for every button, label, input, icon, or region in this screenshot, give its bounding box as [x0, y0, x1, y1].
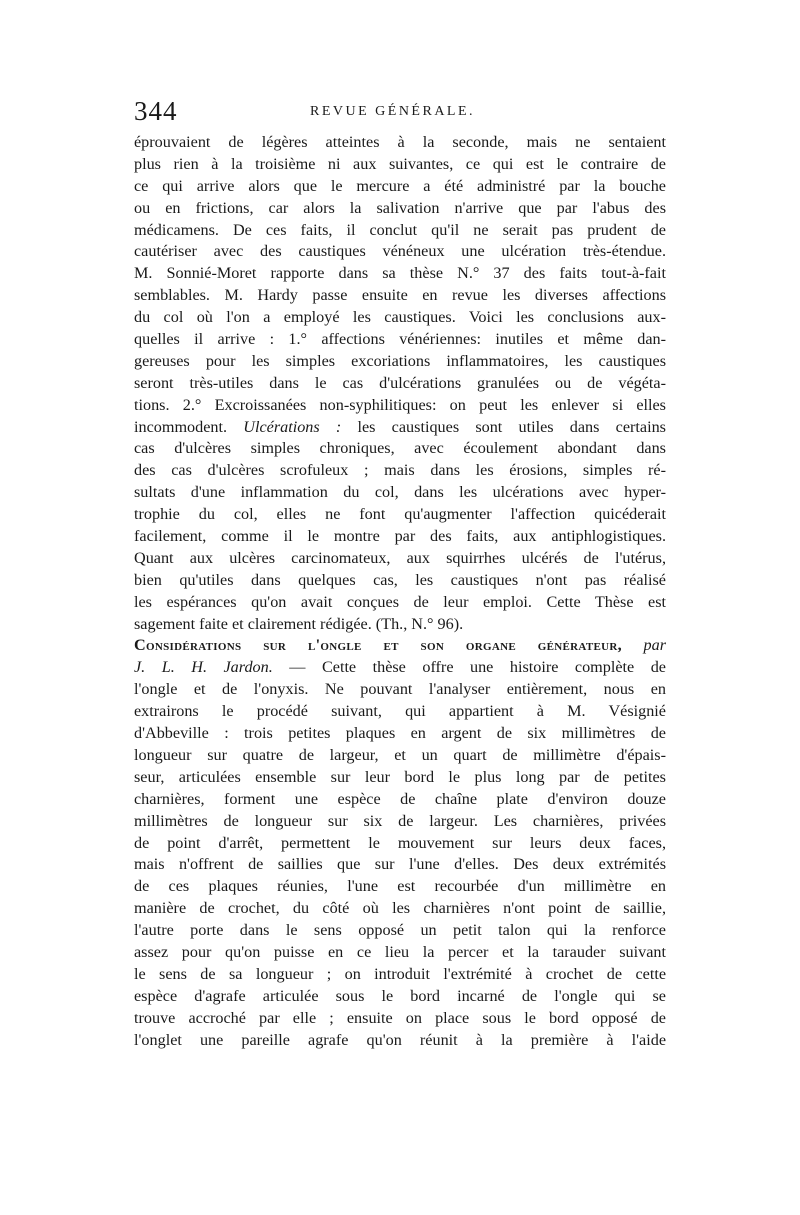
text-line: médicamens. De ces faits, il conclut qu'il ne serait pas prudent de: [134, 220, 666, 239]
text-line: mais n'offrent de saillies que sur l'une d'elles. Des deux extrémités: [134, 855, 666, 874]
text-line: plus rien à la troisième ni aux suivantes, ce qui est le contraire de: [134, 154, 666, 173]
text-line: quelles il arrive : 1.° affections vénériennes: inutiles et même dan-: [134, 330, 666, 349]
text-line: charnières, forment une espèce de chaîne plate d'environ douze: [134, 789, 666, 808]
text-line: cautériser avec des caustiques vénéneux une ulcération très-étendue.: [134, 242, 666, 261]
page-header: [134, 96, 666, 130]
section-heading: Considérations sur l'ongle et son organe générateur,: [134, 636, 622, 655]
text-line: de point d'arrêt, permettent le mouvement sur leurs deux faces,: [134, 833, 666, 852]
text-line: assez pour qu'on puisse en ce lieu la percer et la tarauder suivant: [134, 942, 666, 961]
text-segment: les caustiques sont utiles dans certains: [341, 417, 666, 436]
text-line: semblables. M. Hardy passe ensuite en revue les diverses affections: [134, 286, 666, 305]
text-line: du col où l'on a employé les caustiques. Voici les conclusions aux-: [134, 308, 666, 327]
text-line: seront très-utiles dans le cas d'ulcérations granulées ou de végéta-: [134, 373, 666, 392]
text-line: manière de crochet, du côté où les charnières n'ont point de saillie,: [134, 899, 666, 918]
body-text: [134, 132, 666, 1051]
text-line: extrairons le procédé suivant, qui appartient à M. Vésignié: [134, 702, 666, 721]
text-line: l'ongle et de l'onyxis. Ne pouvant l'analyser entièrement, nous en: [134, 680, 666, 699]
author-line: [134, 657, 666, 679]
text-line-mixed: [134, 417, 666, 439]
text-line: sagement faite et clairement rédigée. (Th., N.° 96).: [134, 614, 464, 633]
page-number: 344: [134, 96, 178, 126]
text-line: espèce d'agrafe articulée sous le bord incarné de l'ongle qui se: [134, 986, 666, 1005]
text-line: de ces plaques réunies, l'une est recourbée d'un millimètre en: [134, 877, 666, 896]
text-line: facilement, comme il le montre par des faits, aux antiphlogistiques.: [134, 527, 666, 546]
text-line: d'Abbeville : trois petites plaques en argent de six millimètres de: [134, 724, 666, 743]
text-line: éprouvaient de légères atteintes à la seconde, mais ne sentaient: [134, 133, 666, 151]
text-line: millimètres de longueur sur six de largeur. Les charnières, privées: [134, 811, 666, 830]
italic-term: Ulcérations :: [243, 417, 342, 436]
text-segment: — Cette thèse offre une histoire complète de: [272, 658, 666, 677]
text-line: les espérances qu'on avait conçues de leur emploi. Cette Thèse est: [134, 592, 666, 611]
text-line: trophie du col, elles ne font qu'augmenter l'affection quicéderait: [134, 505, 666, 524]
text-line: l'autre porte dans le sens opposé un petit talon qui la renforce: [134, 921, 666, 940]
text-line: des cas d'ulcères scrofuleux ; mais dans les érosions, simples ré-: [134, 461, 666, 480]
text-line: sultats d'une inflammation du col, dans les ulcérations avec hyper-: [134, 483, 666, 502]
text-line: cas d'ulcères simples chroniques, avec écoulement abondant dans: [134, 439, 666, 458]
text-line: bien qu'utiles dans quelques cas, les caustiques n'ont pas réalisé: [134, 570, 666, 589]
running-head: REVUE GÉNÉRALE.: [310, 104, 476, 119]
heading-par: par: [621, 636, 666, 655]
author-name: J. L. H. Jardon.: [134, 658, 273, 677]
text-segment: incommodent.: [134, 417, 244, 436]
text-line: Quant aux ulcères carcinomateux, aux squirrhes ulcérés de l'utérus,: [134, 548, 666, 567]
text-line: le sens de sa longueur ; on introduit l'extrémité à crochet de cette: [134, 964, 666, 983]
text-line: tions. 2.° Excroissanées non-syphilitiques: on peut les enlever si elles: [134, 395, 666, 414]
text-line: ce qui arrive alors que le mercure a été administré par la bouche: [134, 176, 666, 195]
text-line: gereuses pour les simples excoriations inflammatoires, les caustiques: [134, 351, 666, 370]
text-line: M. Sonnié-Moret rapporte dans sa thèse N.° 37 des faits tout-à-fait: [134, 264, 666, 283]
text-line: longueur sur quatre de largeur, et un quart de millimètre d'épais-: [134, 745, 666, 764]
text-line: ou en frictions, car alors la salivation n'arrive que par l'abus des: [134, 198, 666, 217]
text-line: seur, articulées ensemble sur leur bord le plus long par de petites: [134, 767, 666, 786]
text-line: trouve accroché par elle ; ensuite on place sous le bord opposé de: [134, 1008, 666, 1027]
section-heading-line: [134, 635, 666, 657]
text-line: l'onglet une pareille agrafe qu'on réunit à la première à l'aide: [134, 1030, 666, 1049]
